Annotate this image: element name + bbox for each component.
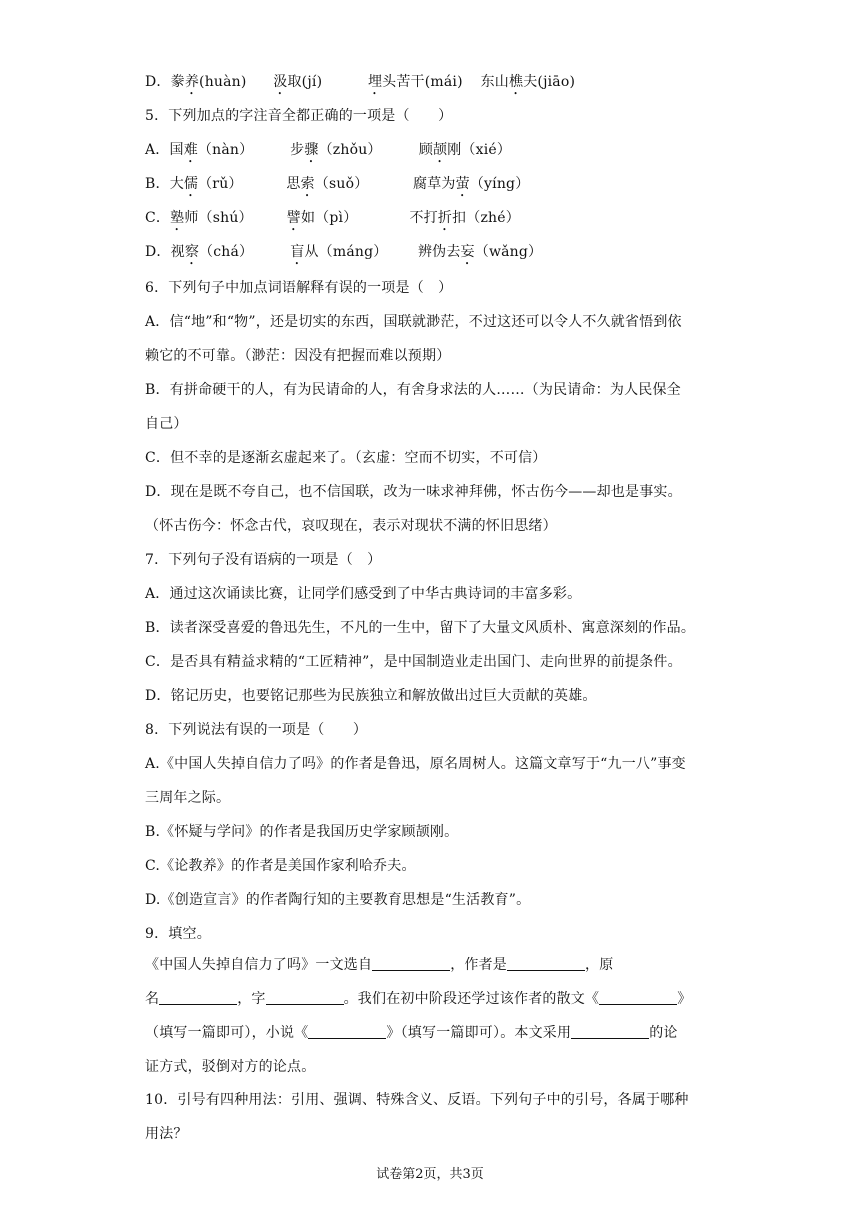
q8-option-b: B.《怀疑与学问》的作者是我国历史学家顾颉刚。 xyxy=(145,824,459,840)
q7-option-c: C．是否具有精益求精的“工匠精神”，是中国制造业走出国门、走向世界的前提条件。 xyxy=(145,654,682,670)
q6-option-b-line1: B．有拼命硬干的人，有为民请命的人，有舍身求法的人……（为民请命：为人民保全 xyxy=(145,382,681,398)
q8-option-d: D.《创造宣言》的作者陶行知的主要教育思想是“生活教育”。 xyxy=(145,892,531,908)
q8-option-a-line1: A.《中国人失掉自信力了吗》的作者是鲁迅，原名周树人。这篇文章写于“九一八”事变 xyxy=(145,756,686,772)
q8-stem: 8．下列说法有误的一项是（ ） xyxy=(145,722,368,738)
q7-option-a: A．通过这次诵读比赛，让同学们感受到了中华古典诗词的丰富多彩。 xyxy=(145,586,582,602)
q6-stem: 6．下列句子中加点词语解释有误的一项是（ ） xyxy=(145,280,453,296)
q5-option-b: B．大儒（rǔ） 思索（suǒ） 腐草为萤（yíng） xyxy=(145,176,530,192)
q10-line2: 用法？ xyxy=(145,1126,188,1142)
q6-option-d-line2: （怀古伤今：怀念古代，哀叹现在，表示对现状不满的怀旧思绪） xyxy=(145,518,557,534)
blank-argument-method[interactable] xyxy=(571,1024,649,1039)
q7-option-b: B．读者深受喜爱的鲁迅先生，不凡的一生中，留下了大量文风质朴、寓意深刻的作品。 xyxy=(145,620,696,636)
blank-source[interactable] xyxy=(372,956,450,971)
q5-option-d: D．视察（chá） 盲从（máng） 辨伪去妄（wǎng） xyxy=(145,244,543,260)
blank-essay[interactable] xyxy=(599,990,677,1005)
q9-line1: 《中国人失掉自信力了吗》一文选自 ，作者是 ，原 xyxy=(145,957,614,973)
q6-option-a-line2: 赖它的不可靠。（渺茫：因没有把握而难以预期） xyxy=(145,348,451,364)
q9-line2: 名 ，字 。我们在初中阶段还学过该作者的散文《 》 xyxy=(145,991,692,1007)
q5-option-a: A．国难（nàn） 步骤（zhǒu） 顾颉刚（xié） xyxy=(145,142,512,158)
q6-option-c: C．但不幸的是逐渐玄虚起来了。（玄虚：空而不切实，不可信） xyxy=(145,450,547,466)
blank-original-name[interactable] xyxy=(159,990,237,1005)
q5-stem: 5．下列加点的字注音全都正确的一项是（ ） xyxy=(145,108,453,124)
q9-line3: （填写一篇即可），小说《 》（填写一篇即可）。本文采用 的论 xyxy=(145,1025,678,1041)
q6-option-b-line2: 自己） xyxy=(145,416,188,432)
q6-option-a-line1: A．信“地”和“物”，还是切实的东西，国联就渺茫，不过这还可以令人不久就省悟到依 xyxy=(145,314,682,330)
q8-option-c: C.《论教养》的作者是美国作家利哈乔夫。 xyxy=(145,858,416,874)
blank-courtesy-name[interactable] xyxy=(266,990,344,1005)
q5-option-c: C．塾师（shú） 譬如（pì） 不打折扣（zhé） xyxy=(145,210,520,226)
q10-line1: 10．引号有四种用法：引用、强调、特殊含义、反语。下列句子中的引号，各属于哪种 xyxy=(145,1092,689,1108)
blank-novel[interactable] xyxy=(308,1024,386,1039)
q8-option-a-line2: 三周年之际。 xyxy=(145,790,231,806)
q4-option-d: D．豢养(huàn) 汲取(jí) 埋头苦干(mái) 东山樵夫(jiāo) xyxy=(145,74,576,90)
q9-stem: 9．填空。 xyxy=(145,926,211,942)
blank-author[interactable] xyxy=(507,956,585,971)
q7-stem: 7．下列句子没有语病的一项是（ ） xyxy=(145,552,382,568)
page-footer: 试卷第2页，共3页 xyxy=(376,1167,484,1182)
q6-option-d-line1: D．现在是既不夸自己，也不信国联，改为一味求神拜佛，怀古伤今——却也是事实。 xyxy=(145,484,682,500)
q9-line4: 证方式，驳倒对方的论点。 xyxy=(145,1059,316,1075)
q7-option-d: D．铭记历史，也要铭记那些为民族独立和解放做出过巨大贡献的英雄。 xyxy=(145,688,597,704)
